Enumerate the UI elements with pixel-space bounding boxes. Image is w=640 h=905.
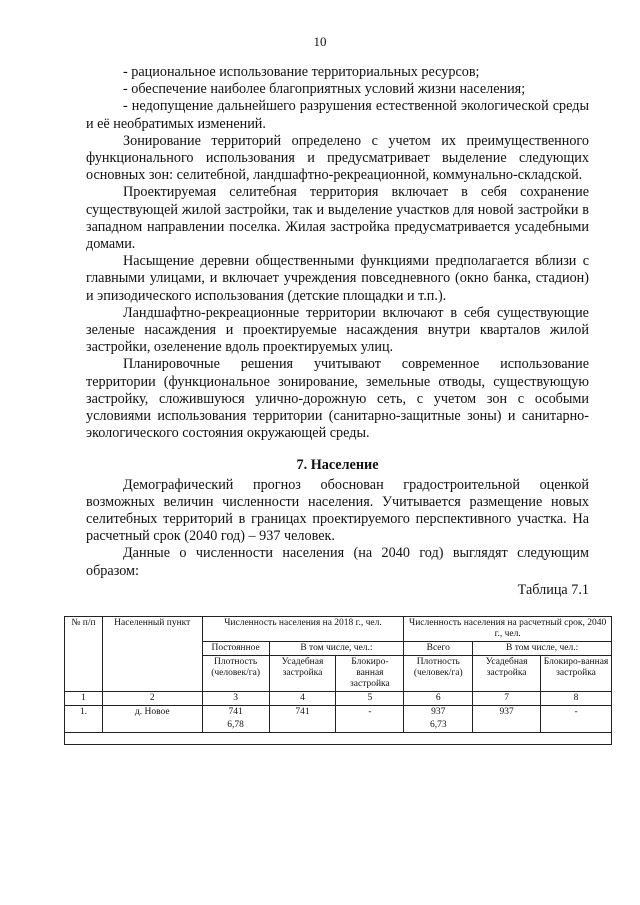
column-number: 3 <box>202 692 269 706</box>
header-cell: Численность населения на 2018 г., чел. <box>202 617 404 642</box>
column-number: 2 <box>102 692 202 706</box>
header-cell: В том числе, чел.: <box>473 642 612 656</box>
column-number: 5 <box>336 692 404 706</box>
table-header-row <box>65 617 612 642</box>
paragraph: Данные о численности населения (на 2040 год) выглядят следующим образом: <box>86 545 589 579</box>
table-caption: Таблица 7.1 <box>517 581 589 598</box>
empty-cell <box>65 733 612 745</box>
section-heading: 7. Население <box>296 457 379 474</box>
header-cell: Блокиро-ванная застройка <box>336 656 404 692</box>
column-number: 7 <box>473 692 541 706</box>
paragraph: Насыщение деревни общественными функциями предполагается вблизи с главными улицами, и включает учреждения повседневного (окно банка, стадион) и эпизодического использования (детские площадки и т.п.). <box>86 253 589 304</box>
header-cell: Усадебная застройка <box>269 656 336 692</box>
header-cell: Всего <box>404 642 473 656</box>
value-cell: 6,78 <box>202 719 269 733</box>
population-table <box>64 616 612 745</box>
row-number: 1. <box>65 706 103 733</box>
header-cell: Блокиро-ванная застройка <box>541 656 612 692</box>
column-number: 8 <box>541 692 612 706</box>
column-number: 1 <box>65 692 103 706</box>
header-cell: Постоянное <box>202 642 269 656</box>
value-cell: 6,73 <box>404 719 473 733</box>
value-cell: 937 <box>473 706 541 733</box>
paragraph: Зонирование территорий определено с учетом их преимущественного функционального использования и предусматривает выделение следующих основных зон: селитебной, ландшафтно-рекреационной, коммунально-складской. <box>86 132 589 184</box>
value-cell: 937 <box>404 706 473 720</box>
paragraph: Планировочные решения учитывают современное использование территории (функциональное зонирование, земельные отводы, существующую застройку, сложившуюся улично-дорожную сеть, с учетом зон с особыми условиями использования территории (санитарно-защитные зоны) и санитарно-экологического состояния окружающей среды. <box>86 356 589 442</box>
paragraph: Ландшафтно-рекреационные территории включают в себя существующие зеленые насаждения и проектируемые насаждения внутри кварталов жилой застройки, озеленение вдоль проектируемых улиц. <box>86 304 589 356</box>
paragraph: Проектируемая селитебная территория включает в себя сохранение существующей жилой застройки, так и выделение участков для новой застройки в западном направлении поселка. Жилая застройка предусматривается усадебными домами. <box>86 184 589 253</box>
header-cell: Плотность (человек/га) <box>404 656 473 692</box>
value-cell: - <box>336 706 404 733</box>
header-cell: Численность населения на расчетный срок, 2040 г., чел. <box>404 617 612 642</box>
value-cell: - <box>541 706 612 733</box>
paragraph: Демографический прогноз обоснован градостроительной оценкой возможных величин численности населения. Учитывается размещение новых селитебных территорий в границах проектируемого перспективного участка. На расчетный срок (2040 год) – 937 человек. <box>86 476 589 545</box>
bullet-item: - рациональное использование территориальных ресурсов; <box>123 64 480 80</box>
column-number-row <box>65 692 612 706</box>
table-row <box>65 706 612 720</box>
document-body <box>86 64 589 599</box>
bullet-item: - недопущение дальнейшего разрушения естественной экологической среды и её необратимых изменений. <box>86 98 589 132</box>
header-cell: В том числе, чел.: <box>269 642 404 656</box>
value-cell: 741 <box>202 706 269 720</box>
header-cell: Плотность (человек/га) <box>202 656 269 692</box>
value-cell: 741 <box>269 706 336 733</box>
header-cell: Усадебная застройка <box>473 656 541 692</box>
header-cell: № п/п <box>65 617 103 692</box>
table-empty-row <box>65 733 612 745</box>
page-number: 10 <box>313 34 327 49</box>
column-number: 6 <box>404 692 473 706</box>
header-cell: Населенный пункт <box>102 617 202 692</box>
bullet-item: - обеспечение наиболее благоприятных условий жизни населения; <box>123 81 526 98</box>
settlement-name: д. Новое <box>102 706 202 733</box>
column-number: 4 <box>269 692 336 706</box>
